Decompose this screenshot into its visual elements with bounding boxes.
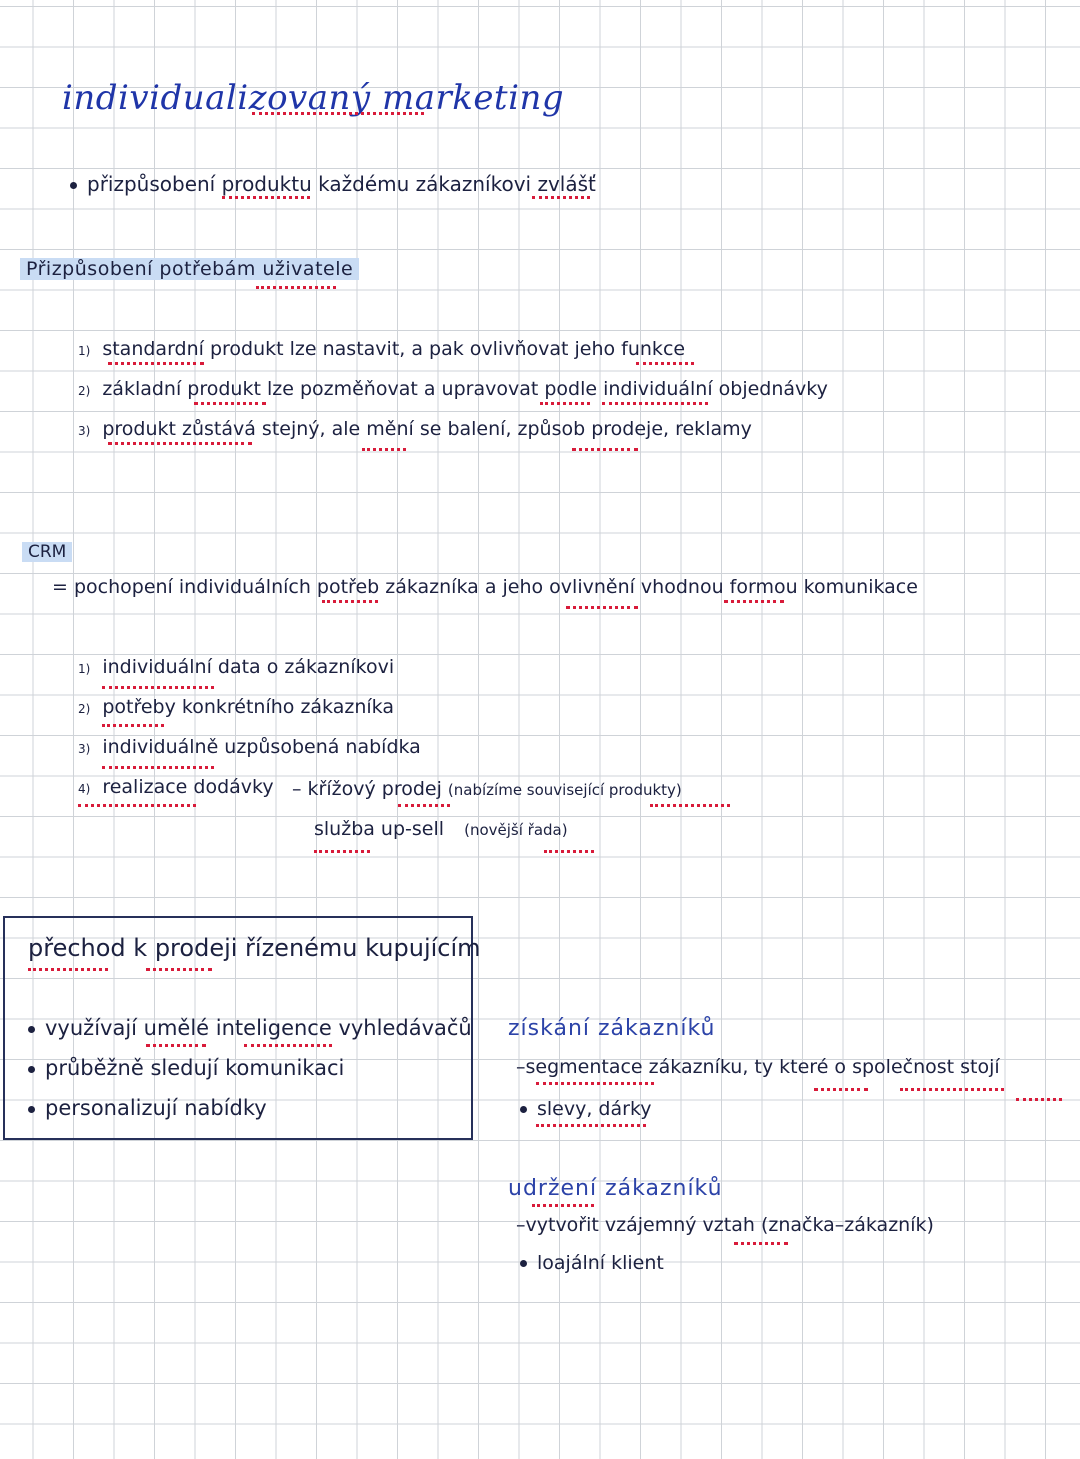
crm-definition: = pochopení individuálních potřeb zákazníka a jeho ovlivnění vhodnou formou komunikace	[52, 576, 918, 598]
crm-label	[22, 542, 72, 562]
retention-bullet	[520, 1252, 664, 1274]
crm-item-text: individuálně uzpůsobená nabídka	[102, 736, 421, 758]
acquisition-dots-3	[900, 1084, 1004, 1091]
up-sell-dots	[314, 846, 370, 853]
crm-item-text: potřeby konkrétního zákazníka	[102, 696, 394, 718]
cross-sell-note: (nabízíme související produkty)	[447, 781, 682, 799]
crm-def-dots-2	[566, 602, 638, 609]
item-number: 4)	[78, 782, 91, 796]
crm-item-2-dots	[102, 720, 164, 727]
box-heading-dots-1	[28, 964, 108, 971]
crm-item-1	[78, 656, 394, 678]
acquisition-line: –segmentace zákazníku, ty které o společnost stojí	[516, 1056, 1000, 1078]
retention-dots	[734, 1238, 788, 1245]
box-bullet-3	[28, 1096, 267, 1120]
adaptation-heading-text: Přizpůsobení potřebám uživatele	[20, 258, 359, 280]
acquisition-bullet-dots	[536, 1120, 646, 1127]
page-title: individualizovaný marketing	[62, 78, 565, 118]
bullet-icon	[520, 1260, 527, 1267]
intro-bullet	[70, 172, 596, 196]
cross-sell-dots-b	[650, 800, 730, 807]
acquisition-bullet	[520, 1098, 652, 1120]
crm-item-3	[78, 736, 421, 758]
adaptation-item-1	[78, 338, 685, 360]
crm-item-1-dots	[102, 682, 214, 689]
cross-sell-dots	[398, 800, 450, 807]
bullet-icon	[28, 1026, 35, 1033]
box-bullet-1	[28, 1016, 472, 1040]
item-number: 3)	[78, 742, 91, 756]
title-underline-dots	[252, 108, 424, 115]
item-number: 2)	[78, 384, 91, 398]
bullet-icon	[28, 1066, 35, 1073]
box-bullet-2	[28, 1056, 344, 1080]
box-bullet-1-dots-b	[244, 1040, 332, 1047]
intro-bullet-text: přizpůsobení produktu každému zákazníkovi zvlášť	[87, 172, 596, 196]
adaptation-item-1-dots	[108, 358, 204, 365]
box-heading: přechod k prodeji řízenému kupujícím	[28, 934, 481, 962]
box-heading-dots-2	[146, 964, 212, 971]
crm-def-dots-1	[322, 596, 378, 603]
adaptation-item-2-dots-b	[540, 398, 590, 405]
item-number: 3)	[78, 424, 91, 438]
adaptation-item-3-dots-b	[362, 444, 406, 451]
adaptation-item-text: základní produkt lze pozměňovat a upravovat podle individuální objednávky	[102, 378, 828, 400]
up-sell-note: (novější řada)	[464, 821, 568, 839]
adaptation-item-1-dots-b	[636, 358, 694, 365]
acquisition-dots-4	[1016, 1094, 1062, 1101]
adaptation-item-text: standardní produkt lze nastavit, a pak ovlivňovat jeho funkce	[102, 338, 686, 360]
adaptation-item-2-dots-c	[602, 398, 708, 405]
box-bullet-1-dots	[146, 1040, 206, 1047]
adaptation-dots	[256, 282, 336, 289]
box-bullet-text: personalizují nabídky	[45, 1096, 267, 1120]
crm-item-text: individuální data o zákazníkovi	[102, 656, 395, 678]
bullet-icon	[70, 182, 77, 189]
adaptation-item-3-dots-c	[572, 444, 638, 451]
crm-item-2	[78, 696, 394, 718]
crm-item-text: realizace dodávky	[102, 776, 274, 798]
adaptation-heading	[20, 258, 359, 280]
acquisition-heading: získání zákazníků	[508, 1016, 716, 1041]
retention-line: –vytvořit vzájemný vztah (značka–zákazník)	[516, 1214, 934, 1236]
retention-heading: udržení zákazníků	[508, 1176, 723, 1201]
bullet-icon	[28, 1106, 35, 1113]
acquisition-dots-1	[536, 1078, 654, 1085]
up-sell-text: služba up-sell	[314, 818, 445, 840]
box-bullet-text: průběžně sledují komunikaci	[45, 1056, 345, 1080]
box-bullet-text: využívají umělé inteligence vyhledávačů	[45, 1016, 472, 1040]
adaptation-item-2-dots	[194, 398, 266, 405]
up-sell-line	[314, 818, 568, 840]
cross-sell-text: – křížový prodej	[292, 778, 442, 800]
crm-def-dots-3	[724, 596, 784, 603]
retention-heading-dots	[532, 1200, 594, 1207]
acquisition-dots-2	[814, 1084, 868, 1091]
retention-bullet-text: loajální klient	[537, 1252, 664, 1274]
adaptation-item-2	[78, 378, 828, 400]
adaptation-item-3-dots	[108, 438, 252, 445]
crm-item-4-dots	[78, 800, 196, 807]
item-number: 1)	[78, 344, 91, 358]
crm-item-3-dots	[102, 762, 214, 769]
up-sell-dots-b	[544, 846, 594, 853]
item-number: 2)	[78, 702, 91, 716]
acquisition-bullet-text: slevy, dárky	[537, 1098, 652, 1120]
intro-dots-2	[532, 192, 590, 199]
cross-sell-line	[292, 778, 682, 800]
bullet-icon	[520, 1106, 527, 1113]
crm-item-4	[78, 776, 274, 798]
adaptation-item-3	[78, 418, 752, 440]
intro-dots-1	[222, 192, 310, 199]
crm-label-text: CRM	[22, 542, 72, 562]
item-number: 1)	[78, 662, 91, 676]
adaptation-item-text: produkt zůstává stejný, ale mění se balení, způsob prodeje, reklamy	[102, 418, 752, 440]
